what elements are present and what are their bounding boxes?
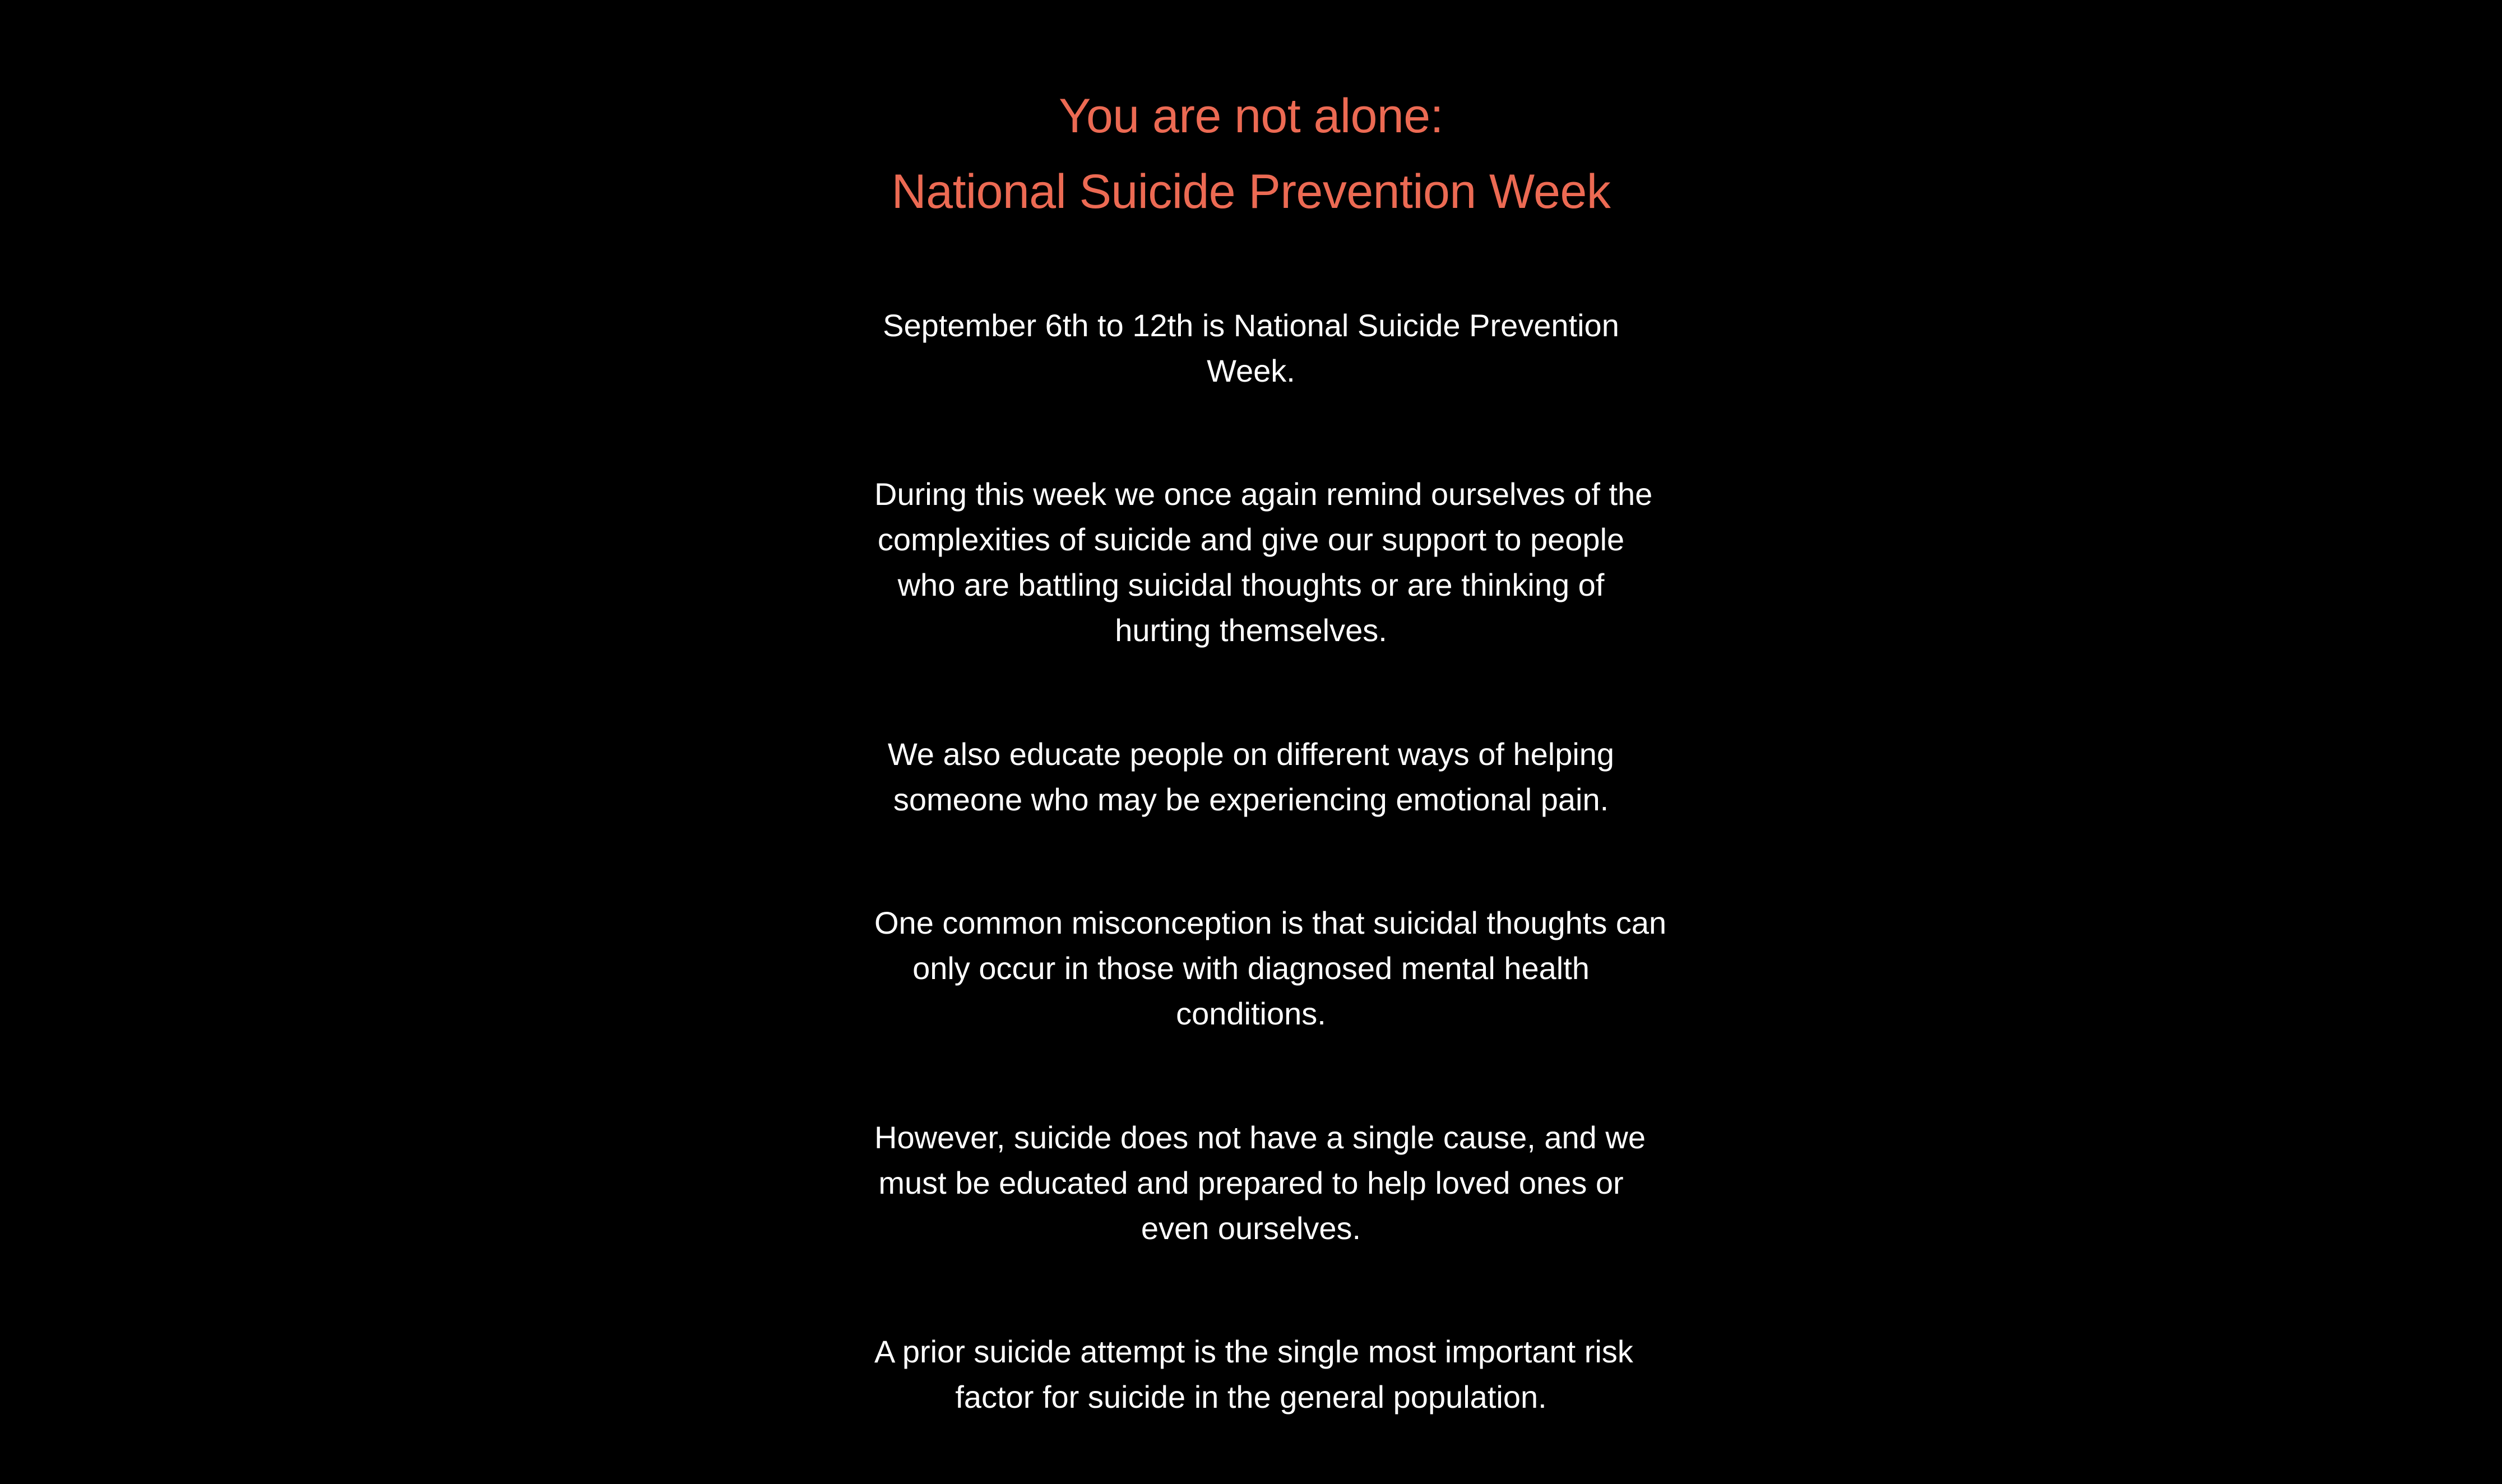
paragraph-line: Week. — [1207, 353, 1295, 388]
paragraph-line: even ourselves. — [1141, 1211, 1361, 1246]
title-line-2: National Suicide Prevention Week — [891, 165, 1611, 219]
paragraph-line: We also educate people on different ways of helping — [887, 736, 1615, 772]
paragraph-line: conditions. — [1176, 996, 1326, 1031]
paragraph-line: who are battling suicidal thoughts or are thinking of — [897, 567, 1605, 602]
paragraph-no-single-cause — [874, 1115, 1646, 1251]
page-title — [874, 78, 1628, 230]
paragraph-line: complexities of suicide and give our support to people — [877, 522, 1625, 557]
paragraph-line: only occur in those with diagnosed mental health — [912, 950, 1590, 986]
paragraph-dates — [874, 303, 1628, 393]
paragraph-line: factor for suicide in the general population. — [955, 1379, 1547, 1415]
paragraph-line: September 6th to 12th is National Suicide Prevention — [883, 308, 1619, 343]
paragraph-line: During this week we once again remind ourselves of the — [874, 476, 1653, 512]
paragraph-line: must be educated and prepared to help loved ones or — [878, 1165, 1624, 1200]
paragraph-line: A prior suicide attempt is the single most important risk — [874, 1334, 1633, 1369]
paragraph-line: One common misconception is that suicidal thoughts can — [874, 905, 1667, 940]
paragraph-week-purpose — [874, 471, 1653, 653]
paragraph-line: hurting themselves. — [1115, 613, 1387, 648]
paragraph-misconception — [874, 900, 1667, 1036]
paragraph-line: However, suicide does not have a single cause, and we — [874, 1120, 1646, 1155]
paragraph-education — [874, 731, 1628, 822]
paragraph-risk-factor — [874, 1329, 1633, 1420]
paragraph-line: someone who may be experiencing emotional pain. — [893, 782, 1609, 817]
title-line-1: You are not alone: — [1059, 89, 1443, 143]
